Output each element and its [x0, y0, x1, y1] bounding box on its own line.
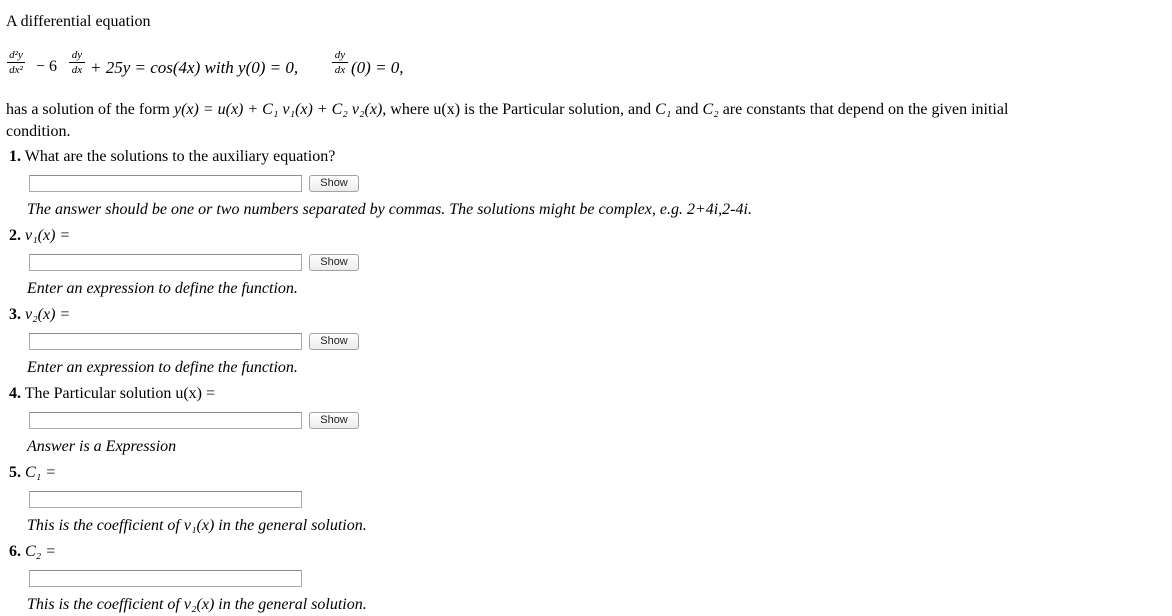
intro-line-1 [6, 101, 1008, 119]
frac-d2y: d²y [9, 49, 23, 61]
constant-c1: C₁ [655, 101, 672, 118]
frac-dy-ic: dy [334, 49, 346, 61]
frac-dx: dx [71, 64, 83, 76]
question-text: What are the solutions to the auxiliary equation? [24, 148, 336, 165]
question-text: v₁(x) = [25, 227, 71, 244]
question-number: 3. [9, 306, 21, 323]
fraction-bar [7, 62, 25, 63]
fraction-bar [69, 62, 85, 63]
show-button-2[interactable]: Show [309, 254, 359, 271]
question-number: 6. [9, 543, 21, 560]
intro-line-2: condition. [6, 123, 71, 140]
constant-c2: C₂ [702, 101, 719, 118]
question-hint: Enter an expression to define the function. [27, 359, 298, 376]
question-number: 5. [9, 464, 21, 481]
show-button-4[interactable]: Show [309, 412, 359, 429]
question-hint: This is the coefficient of v₁(x) in the general solution. [27, 517, 367, 534]
auxiliary-solutions-input[interactable] [29, 175, 302, 192]
question-hint: The answer should be one or two numbers separated by commas. The solutions might be complex, e.g. 2+4i,2-4i. [27, 201, 752, 218]
page-title: A differential equation [6, 13, 151, 30]
question-text: The Particular solution u(x) = [24, 385, 216, 402]
eq-initial-condition: (0) = 0, [351, 58, 404, 77]
question-number: 1. [9, 148, 21, 165]
v1-input[interactable] [29, 254, 302, 271]
show-button-1[interactable]: Show [309, 175, 359, 192]
c1-input[interactable] [29, 491, 302, 508]
question-label [9, 543, 56, 561]
frac-dx2: dx² [9, 64, 23, 76]
frac-dx-ic: dx [334, 64, 346, 76]
question-label [9, 306, 70, 324]
show-button-3[interactable]: Show [309, 333, 359, 350]
question-label [9, 148, 335, 166]
question-label [9, 464, 56, 482]
question-text: v₂(x) = [25, 306, 71, 323]
question-label [9, 385, 215, 403]
fraction-bar [332, 62, 348, 63]
general-solution-formula: y(x) = u(x) + C₁ v₁(x) + C₂ v₂(x) [173, 101, 383, 118]
intro-and: and [675, 101, 699, 118]
intro-text-b: , where u(x) is the Particular solution, and [382, 101, 652, 118]
v2-input[interactable] [29, 333, 302, 350]
question-number: 2. [9, 227, 21, 244]
intro-text-c: are constants that depend on the given initial [722, 101, 1009, 118]
eq-rest: + 25y = cos(4x) with y(0) = 0, [90, 58, 299, 77]
eq-minus6: − 6 [36, 58, 58, 75]
question-text: C₂ = [25, 543, 57, 560]
question-label [9, 227, 70, 245]
question-hint: Answer is a Expression [27, 438, 177, 455]
frac-dy: dy [71, 49, 83, 61]
question-text: C₁ = [25, 464, 57, 481]
particular-solution-input[interactable] [29, 412, 302, 429]
c2-input[interactable] [29, 570, 302, 587]
intro-text-a: has a solution of the form [6, 101, 170, 118]
question-hint: Enter an expression to define the function. [27, 280, 298, 297]
question-number: 4. [9, 385, 21, 402]
question-hint: This is the coefficient of v₂(x) in the general solution. [27, 596, 367, 613]
